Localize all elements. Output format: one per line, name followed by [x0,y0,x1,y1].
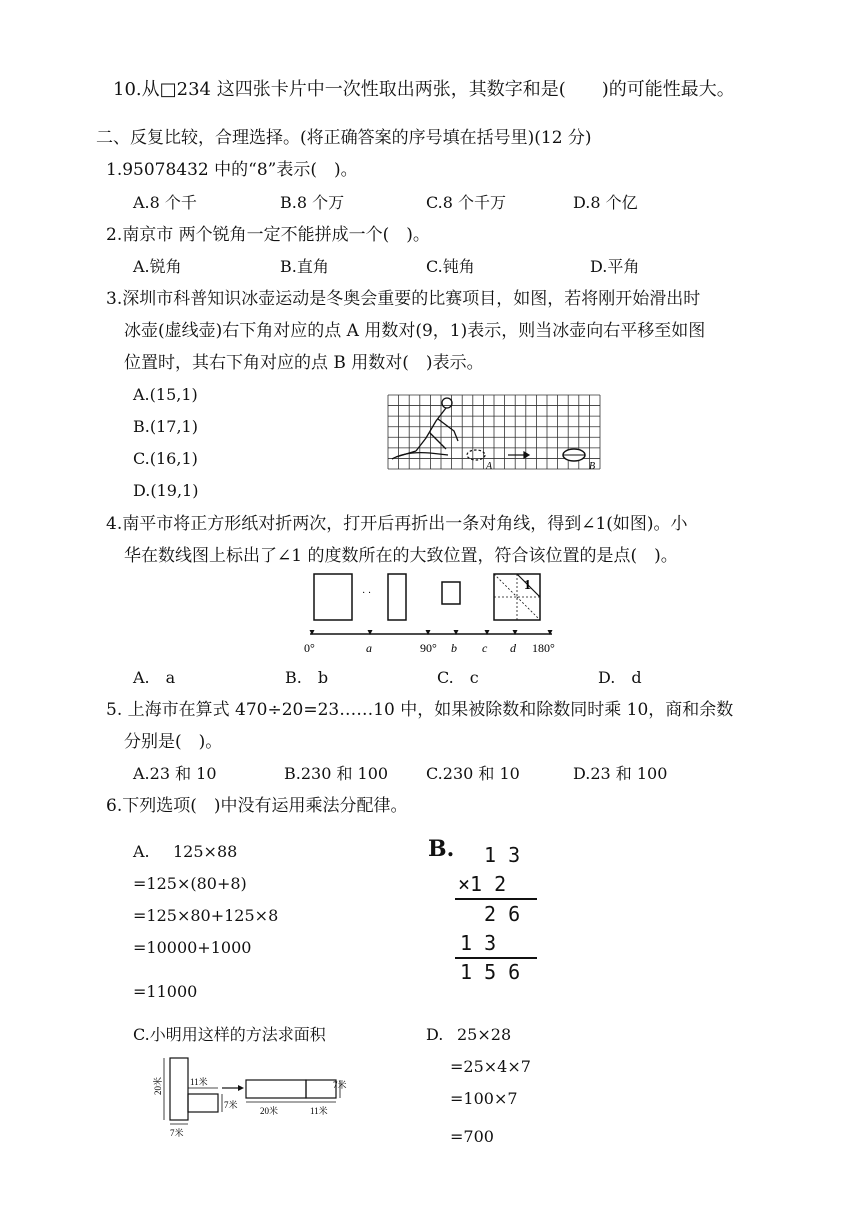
q4-line2: 华在数线图上标出了∠1 的度数所在的大致位置，符合该位置的是点( )。 [124,546,678,566]
q2-option-b[interactable]: B.直角 [280,257,329,276]
tick-a: a [366,641,372,655]
angle-1-label: 1 [524,578,531,593]
q6-b-line1 [455,898,537,900]
q10-text: 10.从□234 这四张卡片中一次性取出两张，其数字和是( )的可能性最大。 [113,79,735,100]
q6-a-line5: =11000 [133,982,198,1001]
q6-b-row3: 2 6 [484,902,521,926]
q5-option-d[interactable]: D.23 和 100 [573,764,668,783]
q1-option-b[interactable]: B.8 个万 [280,193,345,212]
q1-option-d[interactable]: D.8 个亿 [573,193,638,212]
square-paper-icon [314,574,352,620]
tick-b: b [451,641,457,655]
tick-d: d [510,641,516,655]
q3-option-c[interactable]: C.(16,1) [133,449,198,468]
q5-option-a[interactable]: A.23 和 10 [133,764,217,783]
tick-c: c [482,641,488,655]
area-method-figure [148,1052,353,1142]
point-b-label: B [589,461,596,472]
arrow-right-icon [238,1085,244,1091]
q6-b-row4: 1 3 [460,931,497,955]
q2-option-d[interactable]: D.平角 [590,257,640,276]
q6-a-line1: 125×88 [173,842,238,861]
unfolded-square-icon [494,574,540,620]
q3-option-a[interactable]: A.(15,1) [133,385,198,404]
q6-text: 6.下列选项( )中没有运用乘法分配律。 [106,796,408,816]
q6-d-line2: =25×4×7 [450,1057,531,1076]
arrow-right-icon [508,452,529,458]
paper-fold-figure [300,568,570,658]
point-a-label: A [486,461,493,472]
c-height-7: 7米 [224,1100,238,1110]
curling-grid-figure [386,393,604,473]
folded-twice-icon [442,582,460,604]
q5-line1: 5. 上海市在算式 470÷20=23……10 中，如果被除数和除数同时乘 10，商和余数 [106,700,734,720]
q6-option-a-label[interactable]: A. [133,842,150,861]
q2-option-a[interactable]: A.锐角 [133,257,182,276]
c-height-20: 20米 [153,1076,163,1095]
q3-line3: 位置时，其右下角对应的点 B 用数对( )表示。 [124,353,484,373]
q4-line1: 4.南平市将正方形纸对折两次，打开后再折出一条对角线，得到∠1(如图)。小 [106,514,688,534]
q6-option-b-label[interactable]: B. [428,836,455,862]
tick-90: 90° [420,641,437,655]
dots-label: · · [362,588,372,599]
q1-option-a[interactable]: A.8 个千 [133,193,197,212]
curler-figure [392,398,458,459]
q6-b-row5: 1 5 6 [460,960,521,984]
c-right-7: 7米 [333,1080,347,1090]
c-width-11: 11米 [190,1077,208,1087]
q1-option-c[interactable]: C.8 个千万 [426,193,507,212]
q4-option-b[interactable]: B. b [285,668,329,687]
c-width-7: 7米 [170,1128,184,1138]
tick-180: 180° [532,641,555,655]
q2-text: 2.南京市 两个锐角一定不能拼成一个( )。 [106,225,430,245]
q5-option-c[interactable]: C.230 和 10 [426,764,520,783]
tick-0: 0° [304,641,315,655]
q4-option-d[interactable]: D. d [598,668,642,687]
c-bottom-20: 20米 [260,1106,279,1116]
q4-option-a[interactable]: A. a [133,668,176,687]
q2-option-c[interactable]: C.钝角 [426,257,475,276]
q6-a-line3: =125×80+125×8 [133,906,279,925]
folded-once-icon [388,574,406,620]
q5-line2: 分别是( )。 [124,732,223,752]
q3-line1: 3.深圳市科普知识冰壶运动是冬奥会重要的比赛项目，如图，若将刚开始滑出时 [106,289,701,309]
q3-option-d[interactable]: D.(19,1) [133,481,199,500]
q4-option-c[interactable]: C. c [437,668,479,687]
section-title: 二、反复比较，合理选择。(将正确答案的序号填在括号里)(12 分) [96,128,592,148]
q6-d-line3: =100×7 [450,1089,518,1108]
q6-option-c-label[interactable]: C.小明用这样的方法求面积 [133,1025,326,1044]
q6-option-d-label[interactable]: D. [426,1025,444,1044]
q6-b-row2: ×1 2 [458,872,507,896]
q6-a-line4: =10000+1000 [133,938,252,957]
q6-d-line4: =700 [450,1127,494,1146]
q3-option-b[interactable]: B.(17,1) [133,417,198,436]
q3-line2: 冰壶(虚线壶)右下角对应的点 A 用数对(9，1)表示，则当冰壶向右平移至如图 [124,321,706,341]
q6-d-line1: 25×28 [457,1025,512,1044]
q6-b-line2 [455,957,537,959]
c-bottom-11: 11米 [310,1106,328,1116]
q6-a-line2: =125×(80+8) [133,874,247,893]
q6-b-row1: 1 3 [484,843,521,867]
q1-text: 1.95078432 中的“8”表示( )。 [106,160,358,180]
q5-option-b[interactable]: B.230 和 100 [284,764,389,783]
